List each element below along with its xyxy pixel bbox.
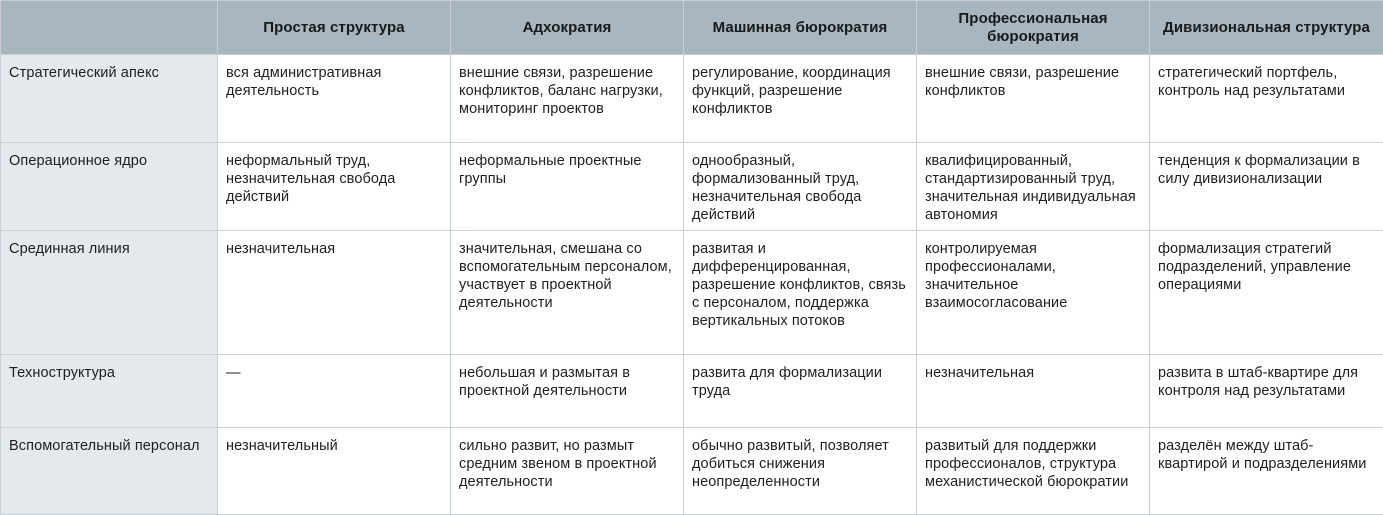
row-header-support-staff: Вспомогательный персонал [1, 428, 218, 515]
table-cell: сильно развит, но размыт средним звеном в проектной деятельности [451, 428, 684, 515]
table-cell: вся административная деятельность [218, 55, 451, 143]
table-cell: развита для формализации труда [684, 355, 917, 428]
table-cell: контролируемая профессионалами, значительное взаимосогласование [917, 231, 1150, 355]
column-header-simple-structure: Простая структура [218, 1, 451, 55]
table-row [1, 428, 1383, 515]
table-row [1, 231, 1383, 355]
row-header-operating-core: Операционное ядро [1, 143, 218, 231]
table-cell: формализация стратегий подразделений, управление операциями [1150, 231, 1383, 355]
table-cell: развитая и дифференцированная, разрешение конфликтов, связь с персоналом, поддержка вертикальных потоков [684, 231, 917, 355]
table-cell: развита в штаб-квартире для контроля над результатами [1150, 355, 1383, 428]
table-cell: регулирование, координация функций, разрешение конфликтов [684, 55, 917, 143]
table-cell: тенденция к формализации в силу дивизионализации [1150, 143, 1383, 231]
table-cell: незначительная [917, 355, 1150, 428]
table-cell: развитый для поддержки профессионалов, структура механистической бюрократии [917, 428, 1150, 515]
column-header-professional-bureaucracy: Профессиональная бюрократия [917, 1, 1150, 55]
table-cell: незначительная [218, 231, 451, 355]
table-cell: неформальные проектные группы [451, 143, 684, 231]
header-row [1, 1, 1383, 55]
column-header-divisional-structure: Дивизиональная структура [1150, 1, 1383, 55]
table-body [1, 55, 1383, 515]
column-header-machine-bureaucracy: Машинная бюрократия [684, 1, 917, 55]
table-header [1, 1, 1383, 55]
row-header-strategic-apex: Стратегический апекс [1, 55, 218, 143]
table-cell: — [218, 355, 451, 428]
table-cell: небольшая и размытая в проектной деятельности [451, 355, 684, 428]
table-cell: внешние связи, разрешение конфликтов, баланс нагрузки, мониторинг проектов [451, 55, 684, 143]
table-cell: обычно развитый, позволяет добиться снижения неопределенности [684, 428, 917, 515]
row-header-technostructure: Техноструктура [1, 355, 218, 428]
row-header-middle-line: Срединная линия [1, 231, 218, 355]
table-cell: неформальный труд, незначительная свобода действий [218, 143, 451, 231]
table-row [1, 55, 1383, 143]
table-row [1, 355, 1383, 428]
table-cell: внешние связи, разрешение конфликтов [917, 55, 1150, 143]
table-cell: квалифицированный, стандартизированный труд, значительная индивидуальная автономия [917, 143, 1150, 231]
table-cell: разделён между штаб-квартирой и подразделениями [1150, 428, 1383, 515]
table-cell: значительная, смешана со вспомогательным персоналом, участвует в проектной деятельности [451, 231, 684, 355]
table-row [1, 143, 1383, 231]
table-cell: однообразный, формализованный труд, незначительная свобода действий [684, 143, 917, 231]
column-header-adhocracy: Адхократия [451, 1, 684, 55]
header-corner-cell [1, 1, 218, 55]
table-cell: незначительный [218, 428, 451, 515]
table-cell: стратегический портфель, контроль над результатами [1150, 55, 1383, 143]
